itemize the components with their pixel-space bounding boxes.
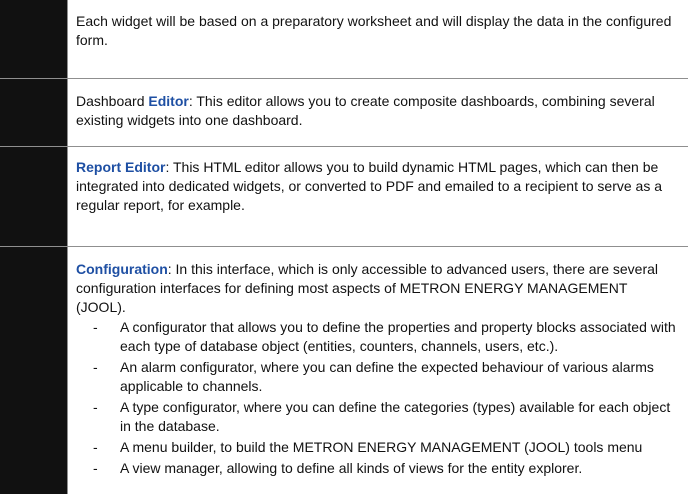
table-row bbox=[0, 146, 688, 246]
dashboard-prefix: Dashboard bbox=[76, 93, 149, 109]
dashboard-editor-title: Editor bbox=[148, 93, 189, 109]
description-cell bbox=[67, 0, 688, 78]
report-editor-body: : This HTML editor allows you to build dynamic HTML pages, which can then be integrated into dedicated widgets, or converted to PDF and emailed to a recipient to serve as a regular report, for example. bbox=[76, 159, 663, 213]
configuration-list bbox=[93, 318, 678, 478]
left-sidebar-cell bbox=[0, 79, 67, 146]
description-cell bbox=[67, 247, 688, 494]
row-text: Each widget will be based on a preparatory worksheet and will display the data in the configured form. bbox=[76, 13, 672, 48]
dashboard-editor-body: : This editor allows you to create composite dashboards, combining several existing widgets into one dashboard. bbox=[76, 93, 655, 128]
list-item: - A type configurator, where you can define the categories (types) available for each object in the database. bbox=[93, 398, 678, 436]
report-editor-title: Report Editor bbox=[76, 159, 166, 175]
table-row bbox=[0, 0, 688, 78]
description-cell bbox=[67, 147, 688, 246]
left-sidebar-cell bbox=[0, 0, 67, 78]
list-item: - A configurator that allows you to define the properties and property blocks associated with each type of database object (entities, counters, channels, users, etc.). bbox=[93, 318, 678, 356]
left-sidebar-cell bbox=[0, 147, 67, 246]
list-item: - An alarm configurator, where you can define the expected behaviour of various alarms applicable to channels. bbox=[93, 358, 678, 396]
table-row bbox=[0, 246, 688, 494]
configuration-title: Configuration bbox=[76, 261, 168, 277]
report-editor-text bbox=[76, 147, 678, 215]
list-item: - A menu builder, to build the METRON ENERGY MANAGEMENT (JOOL) tools menu bbox=[93, 438, 678, 457]
configuration-body: : In this interface, which is only accessible to advanced users, there are several configuration interfaces for defining most aspects of METRON ENERGY MANAGEMENT (JOOL). bbox=[76, 261, 659, 315]
left-sidebar-cell bbox=[0, 247, 67, 494]
configuration-text bbox=[76, 247, 678, 317]
table-row bbox=[0, 78, 688, 146]
list-item: - A view manager, allowing to define all kinds of views for the entity explorer. bbox=[93, 459, 678, 478]
dashboard-editor-text bbox=[76, 79, 678, 130]
description-cell bbox=[67, 79, 688, 146]
